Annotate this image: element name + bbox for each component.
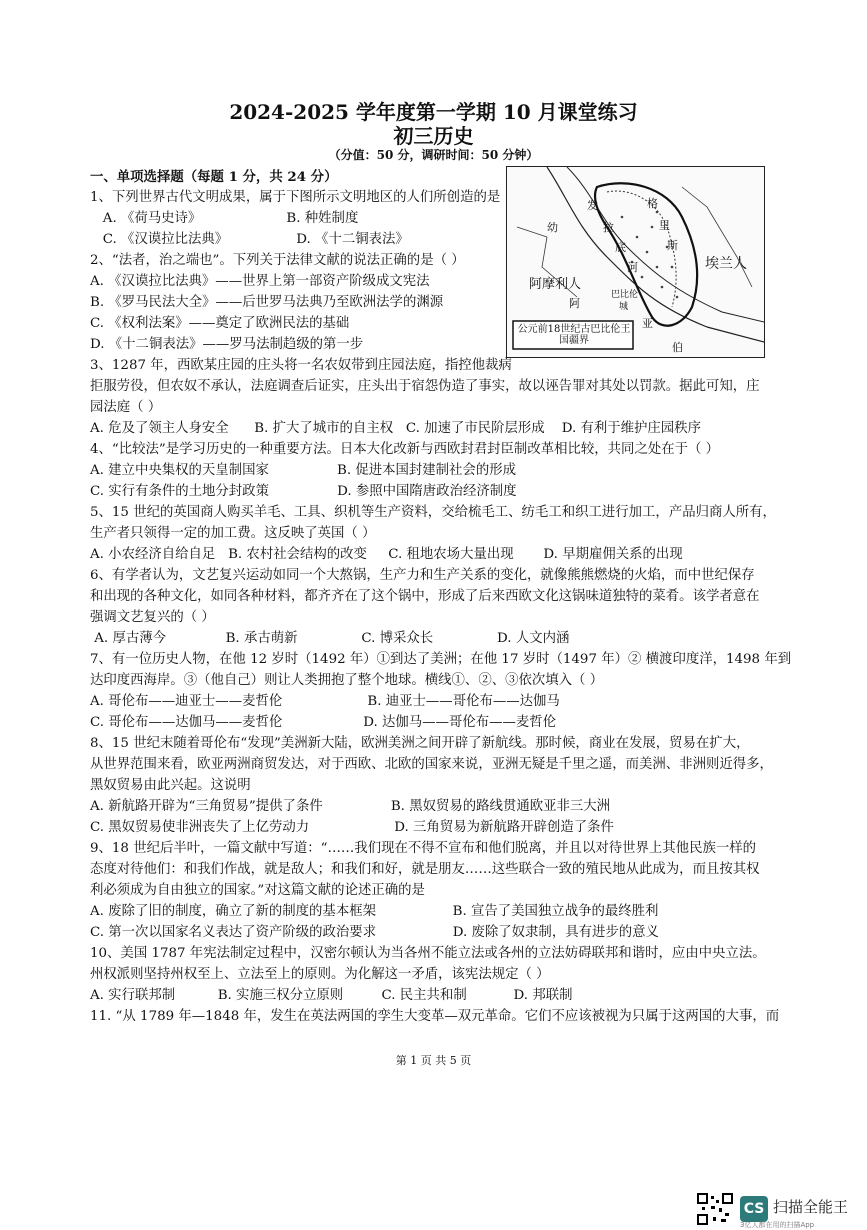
q-line: 9、18 世纪后半叶，一篇文献中写道：“……我们现在不得不宣布和他们脱离，并且以对待世界上其他民族一样的: [90, 841, 757, 856]
map-label-ge: 格: [647, 197, 658, 210]
q-line: C. 实行有条件的土地分封政策 D. 参照中国隋唐政治经济制度: [90, 484, 517, 499]
exam-info: （分值：50 分，调研时间：50 分钟）: [328, 148, 539, 162]
q-line: B. 《罗马民法大全》——后世罗马法典乃至欧洲法学的渊源: [90, 295, 444, 310]
q-line: 8、15 世纪末随着哥伦布“发现”美洲新大陆，欧洲美洲之间开辟了新航线。那时候，商业在发展，贸易在扩大，: [90, 736, 750, 751]
map-label-si: 斯: [667, 239, 678, 252]
q-line: D. 《十二铜表法》——罗马法制趋级的第一步: [90, 337, 364, 352]
q-line: A. 建立中央集权的天皇制国家 B. 促进本国封建制社会的形成: [90, 463, 517, 478]
map-label-city: 城: [619, 302, 629, 312]
subject-title: 初三历史: [393, 124, 474, 148]
map-label-bo: 伯: [672, 341, 683, 354]
q-line: A. 哥伦布——迪亚士——麦哲伦 B. 迪亚士——哥伦布——达伽马: [90, 694, 560, 709]
q-line: 2、“法者，治之端也”。下列关于法律文献的说法正确的是（ ）: [90, 253, 465, 268]
map-label-li: 里: [659, 219, 670, 232]
q-line: A. 厚古薄今 B. 承古萌新 C. 博采众长 D. 人文内涵: [90, 631, 570, 646]
q-line: 11. “从 1789 年—1848 年，发生在英法两国的孪生大变革—双元革命。它们不应该被视为只属于这两国的大事，而: [90, 1009, 780, 1024]
page-number: 第 1 页 共 5 页: [395, 1054, 472, 1067]
q-line: A. 小农经济自给自足 B. 农村社会结构的改变 C. 租地农场大量出现 D. 早期雇佣关系的出现: [90, 547, 683, 562]
map-label-amorite: 阿摩利人: [529, 277, 582, 292]
q-line: 7、有一位历史人物，在他 12 岁时（1492 年）①到达了美洲；在他 17 岁时（1497 年）② 横渡印度洋，1498 年到: [90, 652, 792, 667]
q-line: C. 哥伦布——达伽马——麦哲伦 D. 达伽马——哥伦布——麦哲伦: [90, 715, 557, 730]
q-line: 强调文艺复兴的（ ）: [90, 610, 215, 625]
map-label-ya: 亚: [642, 317, 653, 330]
q-line: A. 新航路开辟为“三角贸易”提供了条件 B. 黑奴贸易的路线贯通欧亚非三大洲: [90, 799, 611, 814]
q-line: 态度对待他们：和我们作战，就是敌人；和我们和好，就是朋友……这些联合一致的殖民地从此成为，而且按其权: [90, 862, 760, 877]
map-label-fa: 发: [587, 199, 598, 212]
map-legend: 公元前18世纪古巴比伦王国疆界: [517, 324, 631, 346]
q-line: 利必须成为自由独立的国家。”对这篇文献的论述正确的是: [90, 883, 425, 898]
page-title: 2024-2025 学年度第一学期 10 月课堂练习: [229, 100, 638, 124]
q-line: 5、15 世纪的英国商人购买羊毛、工具、织机等生产资料，交给梳毛工、纺毛工和织工进行加工，产品归商人所有，: [90, 505, 776, 520]
map-label-la: 拉: [603, 221, 614, 234]
q-line: 州权派则坚持州权至上、立法至上的原则。为化解这一矛盾，该宪法规定（ ）: [90, 967, 550, 982]
q-line: A. 《荷马史诗》 B. 种姓制度: [90, 211, 359, 226]
q-line: 4、“比较法”是学习历史的一种重要方法。日本大化改新与西欧封君封臣制改革相比较，共同之处在于（ ）: [90, 442, 720, 457]
q-line: 10、美国 1787 年宪法制定过程中，汉密尔顿认为当各州不能立法或各州的立法妨碍联邦和谐时，应由中央立法。: [90, 946, 766, 961]
q-line: 园法庭（ ）: [90, 400, 162, 415]
q-line: 1、下列世界古代文明成果，属于下图所示文明地区的人们所创造的是: [90, 190, 501, 205]
camscanner-logo-icon: CS: [740, 1196, 768, 1222]
q-line: 达印度西海岸。③（他自己）则让人类拥抱了整个地球。横线①、②、③依次填入（ ）: [90, 673, 604, 688]
q-line: A. 危及了领主人身安全 B. 扩大了城市的自主权 C. 加速了市民阶层形成 D. 有利于维护庄园秩序: [90, 421, 701, 436]
q-line: A. 实行联邦制 B. 实施三权分立原则 C. 民主共和制 D. 邦联制: [90, 988, 573, 1003]
q-line: A. 《汉谟拉比法典》——世界上第一部资产阶级成文宪法: [90, 274, 430, 289]
babylon-map-figure: [506, 166, 765, 358]
q-line: 和出现的各种文化，如同各种材料，都齐齐在了这个锅中，形成了后来西欧文化这锅味道独特的菜肴。该学者意在: [90, 589, 760, 604]
brand-tagline: 3亿人都在用的扫描App: [740, 1221, 815, 1229]
q-line: C. 《汉谟拉比法典》 D. 《十二铜表法》: [90, 232, 409, 247]
q-line: C. 《权利法案》——奠定了欧洲民法的基础: [90, 316, 350, 331]
brand-name: 扫描全能王: [773, 1198, 849, 1216]
section-heading: 一、单项选择题（每题 1 分，共 24 分）: [90, 169, 338, 185]
map-label-he: 河: [627, 261, 638, 274]
map-label-elam: 埃兰人: [705, 256, 747, 272]
q-line: A. 废除了旧的制度，确立了新的制度的基本框架 B. 宣告了美国独立战争的最终胜利: [90, 904, 659, 919]
map-label-you: 幼: [547, 221, 558, 234]
q-line: 3、1287 年，西欧某庄园的庄头将一名农奴带到庄园法庭，指控他裁病: [90, 358, 512, 373]
q-line: 生产者只领得一定的加工费。这反映了英国（ ）: [90, 526, 376, 541]
q-line: 拒服劳役，但农奴不承认，法庭调查后证实，庄头出于宿怨伪造了事实，故以诬告罪对其处以罚款。据此可知，庄: [90, 379, 760, 394]
map-label-a: 阿: [569, 297, 580, 310]
q-line: C. 黑奴贸易使非洲丧失了上亿劳动力 D. 三角贸易为新航路开辟创造了条件: [90, 820, 614, 835]
q-line: 黑奴贸易由此兴起。这说明: [90, 778, 251, 793]
q-line: 从世界范围来看，欧亚两洲商贸发达，对于西欧、北欧的国家来说，亚洲无疑是千里之遥，而美洲、非洲则近得多，: [90, 757, 773, 772]
q-line: 6、有学者认为，文艺复兴运动如同一个大熬锅，生产力和生产关系的变化，就像熊熊燃烧的火焰，而中世纪保存: [90, 568, 755, 583]
map-label-di: 底: [615, 241, 626, 254]
qr-code-icon: [697, 1193, 733, 1225]
q-line: C. 第一次以国家名义表达了资产阶级的政治要求 D. 废除了奴隶制，具有进步的意义: [90, 925, 659, 940]
map-label-babylon: 巴比伦: [611, 290, 639, 300]
